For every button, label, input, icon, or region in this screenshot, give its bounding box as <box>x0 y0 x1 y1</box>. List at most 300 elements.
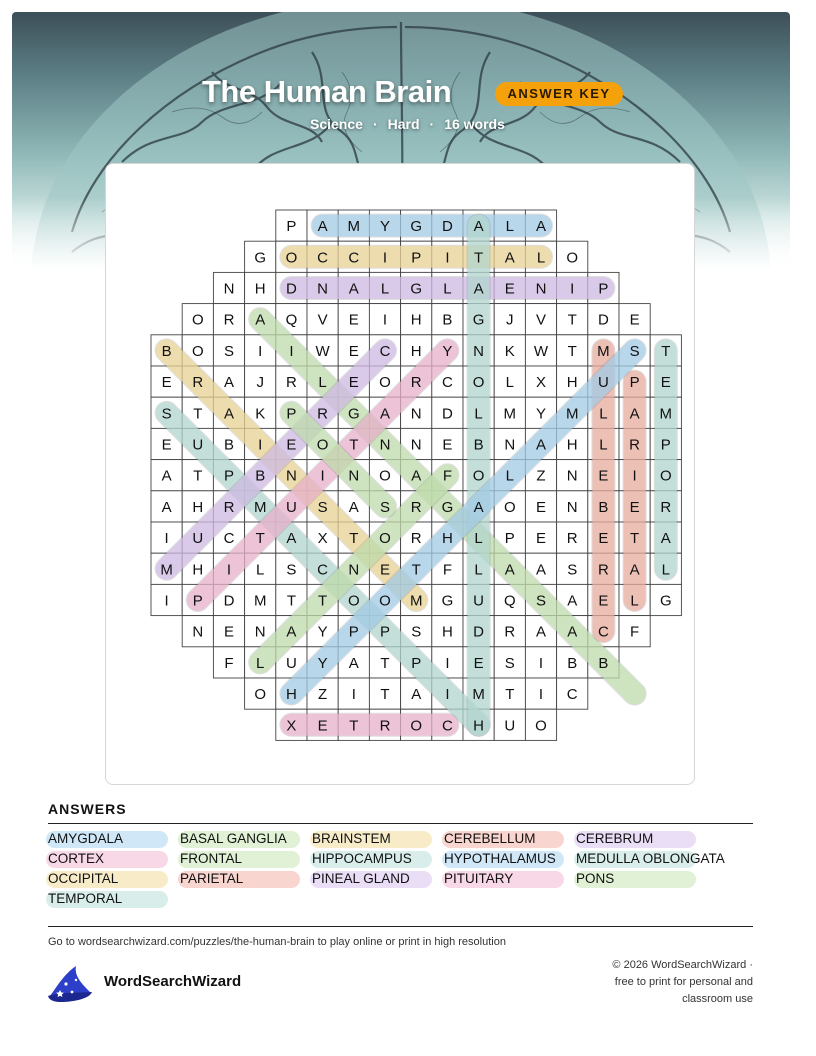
grid-letter: O <box>191 342 204 360</box>
grid-letter: R <box>629 436 641 454</box>
category-label: Science <box>310 116 363 132</box>
answers-heading: ANSWERS <box>48 801 127 817</box>
grid-letter: A <box>286 530 297 548</box>
answer-item <box>312 870 432 888</box>
grid-letter: U <box>192 436 204 454</box>
grid-letter: F <box>224 654 234 672</box>
grid-letter: T <box>255 530 265 548</box>
grid-letter: P <box>411 654 422 672</box>
grid-letter: Y <box>442 342 453 360</box>
grid-letter: D <box>597 311 609 329</box>
grid-letter: G <box>659 592 672 610</box>
grid-letter: T <box>505 686 515 704</box>
answer-word: OCCIPITAL <box>48 871 119 886</box>
answer-item <box>576 850 725 868</box>
grid-letter: K <box>255 405 266 423</box>
grid-letter: E <box>379 561 391 579</box>
grid-letter: I <box>289 342 294 360</box>
answer-item <box>444 830 564 848</box>
grid-letter: O <box>566 249 579 267</box>
grid-letter: A <box>411 686 422 704</box>
grid-letter: B <box>161 342 172 360</box>
grid-letter: H <box>566 374 578 392</box>
grid-letter: T <box>474 249 484 267</box>
grid-letter: U <box>597 374 609 392</box>
copyright-line: classroom use <box>682 993 753 1005</box>
grid-letter: G <box>410 280 423 298</box>
grid-letter: A <box>348 280 359 298</box>
answer-item <box>180 850 300 868</box>
grid-letter: R <box>410 530 422 548</box>
answer-word: BRAINSTEM <box>312 831 391 846</box>
grid-letter: Q <box>503 592 516 610</box>
grid-letter: E <box>504 280 515 298</box>
grid-letter: T <box>411 561 421 579</box>
grid-letter: I <box>320 467 325 485</box>
grid-letter: H <box>285 686 297 704</box>
grid-letter: O <box>254 686 267 704</box>
grid-letter: T <box>567 311 577 329</box>
grid-letter: P <box>629 374 640 392</box>
grid-letter: B <box>442 311 453 329</box>
answer-item <box>48 890 168 908</box>
grid-letter: S <box>379 498 391 516</box>
grid-letter: N <box>566 467 578 485</box>
grid-letter: A <box>317 218 328 236</box>
answer-item <box>576 870 696 888</box>
grid-letter: S <box>411 623 422 641</box>
grid-letter: O <box>379 592 391 610</box>
grid-letter: L <box>474 561 483 579</box>
grid-letter: T <box>380 686 390 704</box>
grid-letter: L <box>474 405 483 423</box>
grid-letter: A <box>161 498 172 516</box>
grid-letter: M <box>253 592 267 610</box>
grid-letter: P <box>286 218 297 236</box>
grid-letter: S <box>567 561 578 579</box>
grid-letter: E <box>286 436 297 454</box>
grid-letter: A <box>567 623 578 641</box>
answer-word: BASAL GANGLIA <box>180 831 287 846</box>
page-title: The Human Brain <box>202 74 452 109</box>
grid-letter: E <box>660 374 671 392</box>
grid-letter: T <box>193 467 203 485</box>
grid-letter: A <box>223 405 235 423</box>
grid-letter: O <box>659 467 672 485</box>
word-search-grid <box>106 164 696 786</box>
grid-letter: A <box>473 218 484 236</box>
grid-letter: T <box>318 592 328 610</box>
grid-letter: D <box>223 592 235 610</box>
grid-letter: Y <box>535 405 547 423</box>
grid-letter: S <box>223 342 235 360</box>
puzzle-meta <box>310 116 505 132</box>
grid-letter: W <box>533 342 549 360</box>
grid-letter: R <box>504 623 516 641</box>
grid-letter: E <box>473 654 484 672</box>
grid-letter: A <box>504 249 515 267</box>
grid-letter: P <box>348 623 359 641</box>
grid-letter: A <box>411 467 422 485</box>
grid-letter: P <box>598 280 609 298</box>
grid-letter: C <box>441 717 453 735</box>
grid-letter: L <box>380 280 390 298</box>
grid-letter: R <box>285 374 297 392</box>
grid-letter: G <box>472 311 485 329</box>
grid-letter: E <box>317 717 328 735</box>
grid-letter: D <box>285 280 297 298</box>
grid-letter: D <box>441 218 453 236</box>
grid-letter: A <box>629 561 640 579</box>
grid-letter: K <box>504 342 515 360</box>
grid-letter: Z <box>536 467 546 485</box>
grid-letter: E <box>598 530 609 548</box>
grid-letter: R <box>223 311 235 329</box>
footer-divider <box>48 926 753 927</box>
grid-letter: O <box>410 717 423 735</box>
grid-letter: A <box>348 654 359 672</box>
grid-letter: S <box>161 405 172 423</box>
grid-letter: A <box>255 311 266 329</box>
grid-letter: I <box>164 530 169 548</box>
answer-word: PINEAL GLAND <box>312 871 410 886</box>
grid-letter: C <box>441 374 453 392</box>
grid-letter: E <box>223 623 235 641</box>
grid-letter: G <box>441 498 454 516</box>
grid-letter: N <box>223 280 235 298</box>
grid-letter: M <box>503 405 517 423</box>
grid-letter: I <box>445 654 450 672</box>
grid-letter: T <box>193 405 203 423</box>
grid-letter: P <box>504 530 515 548</box>
grid-letter: T <box>661 342 671 360</box>
grid-letter: B <box>473 436 484 454</box>
answer-item <box>576 830 696 848</box>
grid-letter: B <box>598 654 609 672</box>
grid-letter: Z <box>318 686 328 704</box>
answer-word: PARIETAL <box>180 871 244 886</box>
grid-letter: C <box>348 249 360 267</box>
grid-letter: A <box>379 405 391 423</box>
grid-letter: P <box>411 249 422 267</box>
grid-letter: N <box>535 280 547 298</box>
grid-letter: I <box>445 686 450 704</box>
grid-letter: J <box>256 374 264 392</box>
grid-letter: R <box>410 374 422 392</box>
grid-letter: E <box>629 311 640 329</box>
grid-letter: I <box>445 249 450 267</box>
grid-letter: R <box>597 561 609 579</box>
grid-letter: Y <box>317 623 328 641</box>
grid-letter: F <box>442 467 452 485</box>
grid-letter: I <box>258 342 263 360</box>
grid-letter: H <box>254 280 266 298</box>
grid-letter: I <box>226 561 232 579</box>
answer-item <box>48 870 168 888</box>
grid-letter: E <box>442 436 453 454</box>
grid-letter: N <box>504 436 516 454</box>
footer-note: Go to wordsearchwizard.com/puzzles/the-human-brain to play online or print in high resolution <box>48 936 506 948</box>
grid-letter: A <box>504 561 515 579</box>
brand-name: WordSearchWizard <box>104 973 242 990</box>
grid-letter: M <box>253 498 267 516</box>
grid-letter: A <box>535 436 547 454</box>
grid-letter: R <box>223 498 235 516</box>
answer-word: CEREBRUM <box>576 831 654 846</box>
grid-letter: X <box>535 374 547 392</box>
grid-letter: H <box>410 311 422 329</box>
grid-letter: G <box>347 405 360 423</box>
difficulty-label: Hard <box>387 116 420 132</box>
answer-word: PONS <box>576 871 615 886</box>
grid-letter: N <box>285 467 297 485</box>
answer-key-badge: ANSWER KEY <box>495 82 623 106</box>
grid-letter: V <box>535 311 547 329</box>
grid-letter: A <box>567 592 578 610</box>
grid-letter: I <box>382 249 388 267</box>
grid-letter: A <box>161 467 172 485</box>
grid-letter: N <box>254 623 266 641</box>
grid-letter: E <box>161 374 172 392</box>
grid-letter: N <box>410 405 422 423</box>
grid-letter: U <box>473 592 485 610</box>
grid-letter: M <box>160 561 173 579</box>
grid-letter: N <box>348 467 360 485</box>
grid-letter: I <box>538 686 544 704</box>
grid-letter: E <box>629 498 640 516</box>
grid-letter: R <box>317 405 329 423</box>
copyright-note <box>573 957 753 1008</box>
grid-letter: G <box>410 218 423 236</box>
grid-letter: M <box>597 342 610 360</box>
grid-letter: L <box>536 249 546 267</box>
grid-letter: M <box>472 686 485 704</box>
grid-letter: L <box>599 405 608 423</box>
grid-letter: L <box>630 592 639 610</box>
grid-letter: U <box>285 498 297 516</box>
answer-word: CORTEX <box>48 851 105 866</box>
word-count-label: 16 words <box>444 116 505 132</box>
grid-letter: M <box>347 218 361 236</box>
grid-letter: Q <box>285 311 298 329</box>
grid-letter: N <box>192 623 204 641</box>
grid-letter: C <box>317 561 329 579</box>
grid-letter: P <box>379 623 391 641</box>
grid-letter: R <box>379 717 391 735</box>
grid-letter: I <box>382 311 388 329</box>
grid-letter: E <box>348 374 359 392</box>
grid-letter: N <box>410 436 422 454</box>
grid-letter: D <box>473 623 485 641</box>
answer-word: HIPPOCAMPUS <box>312 851 412 866</box>
grid-letter: B <box>223 436 235 454</box>
grid-letter: P <box>286 405 297 423</box>
grid-letter: P <box>192 592 203 610</box>
grid-letter: O <box>347 592 360 610</box>
answer-word: CEREBELLUM <box>444 831 536 846</box>
grid-letter: N <box>317 280 329 298</box>
grid-letter: L <box>256 654 265 672</box>
grid-letter: J <box>506 311 514 329</box>
answer-word: MEDULLA OBLONGATA <box>576 851 725 866</box>
grid-letter: L <box>256 561 265 579</box>
grid-letter: A <box>473 498 484 516</box>
grid-letter: H <box>410 342 422 360</box>
grid-letter: U <box>192 530 204 548</box>
answer-word: HYPOTHALAMUS <box>444 851 556 866</box>
answer-word: FRONTAL <box>180 851 243 866</box>
grid-letter: T <box>349 530 359 548</box>
separator: · <box>429 116 435 132</box>
grid-letter: T <box>380 654 390 672</box>
answer-item <box>48 830 168 848</box>
grid-letter: V <box>317 311 328 329</box>
grid-letter: A <box>348 498 359 516</box>
grid-letter: O <box>285 249 298 267</box>
grid-letter: L <box>505 374 514 392</box>
grid-letter: O <box>379 530 391 548</box>
grid-letter: N <box>473 342 485 360</box>
grid-letter: I <box>570 280 575 298</box>
answer-item <box>444 870 564 888</box>
grid-letter: X <box>317 530 328 548</box>
grid-letter: E <box>598 467 609 485</box>
grid-letter: A <box>473 280 484 298</box>
grid-letter: T <box>630 530 640 548</box>
grid-letter: W <box>315 342 330 360</box>
separator: · <box>372 116 378 132</box>
copyright-line: free to print for personal and <box>614 976 753 988</box>
grid-letter: T <box>349 436 359 454</box>
grid-letter: Y <box>317 654 328 672</box>
grid-letter: G <box>254 249 267 267</box>
grid-letter: A <box>535 623 547 641</box>
answer-item <box>312 850 432 868</box>
grid-letter: X <box>286 717 297 735</box>
grid-letter: E <box>598 592 609 610</box>
grid-letter: I <box>351 686 356 704</box>
grid-letter: U <box>285 654 297 672</box>
grid-letter: O <box>503 498 516 516</box>
grid-letter: B <box>255 467 266 485</box>
grid-letter: E <box>535 530 547 548</box>
grid-letter: H <box>192 561 204 579</box>
grid-letter: L <box>599 436 608 454</box>
grid-letter: H <box>473 717 485 735</box>
grid-letter: O <box>535 717 547 735</box>
grid-letter: C <box>597 623 609 641</box>
answer-item <box>444 850 564 868</box>
grid-letter: S <box>629 342 640 360</box>
grid-letter: H <box>441 530 453 548</box>
grid-letter: O <box>379 467 391 485</box>
grid-letter: M <box>409 592 423 610</box>
grid-letter: L <box>505 467 514 485</box>
grid-letter: O <box>472 374 485 392</box>
grid-letter: P <box>660 436 671 454</box>
grid-letter: R <box>192 374 204 392</box>
grid-letter: A <box>286 623 297 641</box>
grid-letter: H <box>566 436 578 454</box>
grid-letter: E <box>535 498 547 516</box>
grid-letter: O <box>316 436 329 454</box>
answer-item <box>180 870 300 888</box>
grid-letter: L <box>505 218 514 236</box>
grid-letter: M <box>659 405 673 423</box>
grid-letter: S <box>504 654 515 672</box>
wizard-hat-icon <box>46 962 94 1004</box>
grid-letter: N <box>379 436 391 454</box>
grid-letter: A <box>629 405 640 423</box>
answer-item <box>312 830 432 848</box>
grid-letter: L <box>661 561 670 579</box>
grid-letter: O <box>472 467 485 485</box>
grid-letter: A <box>223 374 235 392</box>
grid-letter: S <box>286 561 297 579</box>
grid-letter: I <box>632 467 637 485</box>
grid-letter: T <box>567 342 577 360</box>
grid-letter: L <box>474 530 483 548</box>
answers-divider <box>48 823 753 824</box>
grid-letter: B <box>598 498 609 516</box>
grid-letter: E <box>161 436 172 454</box>
answer-word: PITUITARY <box>444 871 514 886</box>
grid-letter: Y <box>379 218 391 236</box>
grid-letter: H <box>192 498 204 516</box>
grid-letter: H <box>441 623 453 641</box>
grid-letter: N <box>566 498 578 516</box>
grid-letter: A <box>535 218 547 236</box>
grid-letter: P <box>223 467 235 485</box>
answer-item <box>180 830 300 848</box>
grid-letter: C <box>223 530 235 548</box>
grid-letter: S <box>317 498 328 516</box>
grid-letter: A <box>535 561 547 579</box>
grid-letter: U <box>504 717 516 735</box>
grid-letter: B <box>567 654 578 672</box>
grid-letter: I <box>164 592 169 610</box>
grid-letter: T <box>286 592 296 610</box>
grid-letter: I <box>258 436 263 454</box>
grid-letter: E <box>348 342 359 360</box>
grid-letter: O <box>191 311 204 329</box>
grid-letter: T <box>349 717 359 735</box>
grid-letter: R <box>410 498 422 516</box>
copyright-line: © 2026 WordSearchWizard · <box>612 959 753 971</box>
grid-letter: I <box>538 654 544 672</box>
grid-letter: O <box>379 374 391 392</box>
grid-letter: A <box>660 530 671 548</box>
grid-letter: F <box>630 623 640 641</box>
answer-word: TEMPORAL <box>48 891 123 906</box>
grid-letter: S <box>535 592 547 610</box>
puzzle-card <box>105 163 695 785</box>
grid-letter: L <box>318 374 327 392</box>
grid-letter: C <box>566 686 578 704</box>
grid-letter: G <box>441 592 454 610</box>
answer-item <box>48 850 168 868</box>
grid-letter: L <box>443 280 452 298</box>
grid-letter: R <box>566 530 578 548</box>
grid-letter: D <box>441 405 453 423</box>
grid-letter: M <box>565 405 579 423</box>
grid-letter: R <box>660 498 672 516</box>
grid-letter: C <box>379 342 391 360</box>
grid-letter: E <box>348 311 359 329</box>
answer-word: AMYGDALA <box>48 831 124 846</box>
grid-letter: F <box>442 561 452 579</box>
grid-letter: C <box>317 249 329 267</box>
